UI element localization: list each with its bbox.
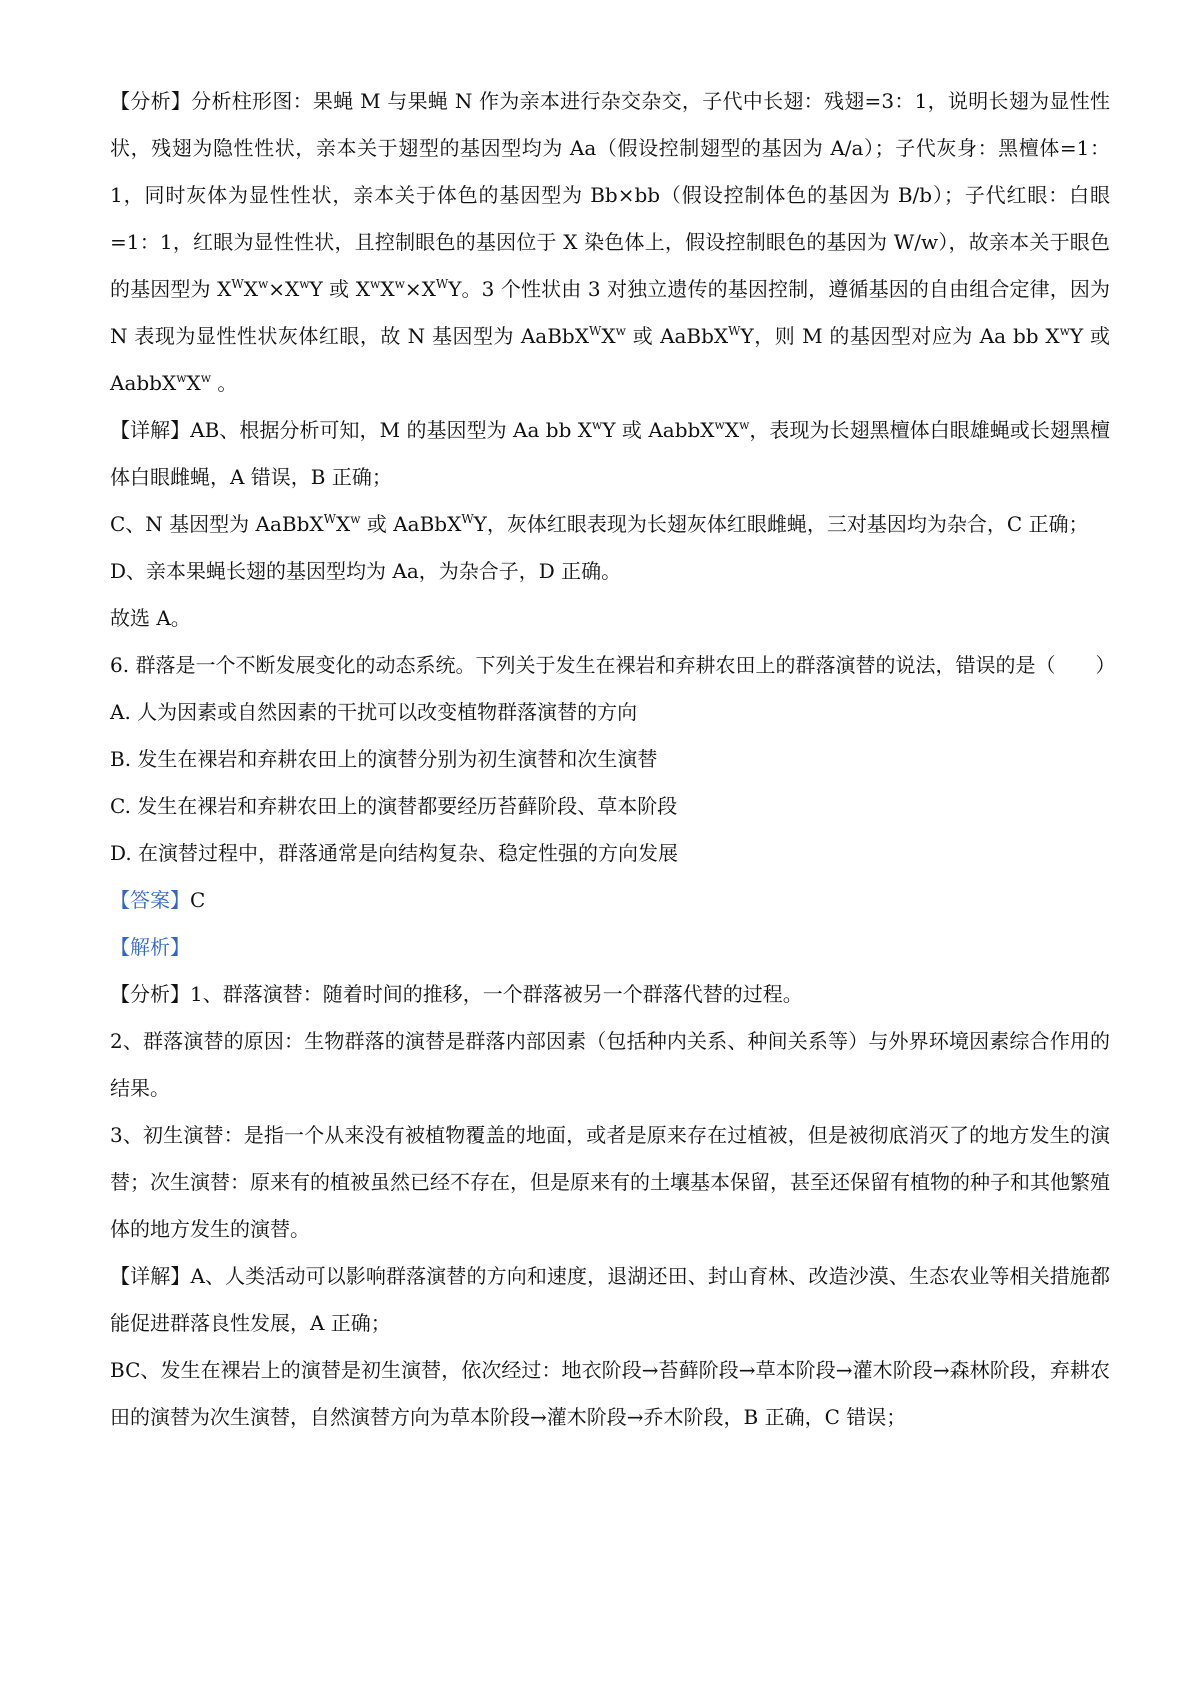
superscript-text: w xyxy=(394,277,405,291)
text-segment: ，表现为长翅黑檀体白眼雄蝇或长翅黑檀体白眼雌蝇，A 错误，B 正确； xyxy=(110,418,1110,489)
superscript-text: w xyxy=(592,418,603,432)
text-segment: 【分析】分析柱形图：果蝇 M 与果蝇 N 作为亲本进行杂交杂交，子代中长翅：残翅=3：1，说明长翅为显性性状，残翅为隐性性状，亲本关于翅型的基因型均为 Aa（假设控制翅型的基因为 A/a）；子代灰身：黑檀体=1：1，同时灰体为显性性状，亲本关于体色的基因型为 Bb×bb（假设控制体色的基因为 B/b）；子代红眼：白眼=1：1，红眼为显性性状，且控制眼色的基因位于 X 染色体上，假设控制眼色的基因为 W/w），故亲本关于眼色的基因型为 X xyxy=(110,89,1110,301)
text-segment: X xyxy=(243,277,258,301)
text-segment: BC、发生在裸岩上的演替是初生演替，依次经过：地衣阶段→苔藓阶段→草本阶段→灌木阶段→森林阶段，弃耕农田的演替为次生演替，自然演替方向为草本阶段→灌木阶段→乔木阶段，B 正确，C 错误； xyxy=(110,1358,1110,1429)
superscript-text: W xyxy=(323,512,336,526)
text-segment: C xyxy=(190,888,206,912)
paragraph-p5 xyxy=(110,595,1110,642)
text-segment: ×X xyxy=(268,277,300,301)
paragraph-p12 xyxy=(110,924,1110,971)
section-label: 【答案】 xyxy=(110,888,190,912)
superscript-text: w xyxy=(714,418,725,432)
text-segment: C. 发生在裸岩和弃耕农田上的演替都要经历苔藓阶段、草本阶段 xyxy=(110,794,678,818)
text-segment: D. 在演替过程中，群落通常是向结构复杂、稳定性强的方向发展 xyxy=(110,841,679,865)
paragraph-p9 xyxy=(110,783,1110,830)
superscript-text: w xyxy=(370,277,381,291)
text-segment: 故选 A。 xyxy=(110,606,191,630)
superscript-text: w xyxy=(257,277,269,291)
text-segment: A. 人为因素或自然因素的干扰可以改变植物群落演替的方向 xyxy=(110,700,638,724)
superscript-text: w xyxy=(176,371,187,385)
text-segment: X xyxy=(380,277,395,301)
text-segment: X xyxy=(186,371,201,395)
superscript-text: w xyxy=(1059,324,1070,338)
text-segment: X xyxy=(335,512,351,536)
paragraph-p14 xyxy=(110,1018,1110,1112)
superscript-text: W xyxy=(461,512,474,526)
text-segment: D、亲本果蝇长翅的基因型均为 Aa，为杂合子，D 正确。 xyxy=(110,559,622,583)
superscript-text: W xyxy=(435,277,449,291)
paragraph-p13 xyxy=(110,971,1110,1018)
text-segment: B. 发生在裸岩和弃耕农田上的演替分别为初生演替和次生演替 xyxy=(110,747,658,771)
text-segment: C、N 基因型为 AaBbX xyxy=(110,512,324,536)
text-segment: 或 AaBbX xyxy=(625,324,729,348)
text-segment: X xyxy=(724,418,740,442)
paragraph-p11 xyxy=(110,877,1110,924)
paragraph-p2 xyxy=(110,407,1110,501)
text-segment: Y 或 AabbX xyxy=(602,418,715,442)
paragraph-p16 xyxy=(110,1253,1110,1347)
superscript-text: w xyxy=(739,418,750,432)
text-segment: X xyxy=(601,324,616,348)
text-segment: 3、初生演替：是指一个从来没有被植物覆盖的地面，或者是原来存在过植被，但是被彻底消灭了的地方发生的演替；次生演替：原来有的植被虽然已经不存在，但是原来有的土壤基本保留，甚至还保留有植物的种子和其他繁殖体的地方发生的演替。 xyxy=(110,1123,1110,1241)
superscript-text: w xyxy=(350,512,361,526)
paragraph-p10 xyxy=(110,830,1110,877)
text-segment: ×X xyxy=(404,277,436,301)
text-segment: 【详解】AB、根据分析可知，M 的基因型为 Aa bb X xyxy=(110,418,593,442)
text-segment: Y，灰体红眼表现为长翅灰体红眼雌蝇，三对基因均为杂合，C 正确； xyxy=(473,512,1089,536)
paragraph-p4 xyxy=(110,548,1110,595)
text-segment: 6. 群落是一个不断发展变化的动态系统。下列关于发生在裸岩和弃耕农田上的群落演替的说法，错误的是（ ） xyxy=(110,653,1116,677)
superscript-text: w xyxy=(299,277,310,291)
superscript-text: W xyxy=(588,324,602,338)
text-segment: Y，则 M 的基因型对应为 Aa bb X xyxy=(740,324,1060,348)
paragraph-p15 xyxy=(110,1112,1110,1253)
paragraph-p17 xyxy=(110,1347,1110,1441)
paragraph-p3 xyxy=(110,501,1110,548)
section-label: 【解析】 xyxy=(110,935,190,959)
document-page xyxy=(110,78,1116,1441)
text-segment: 2、群落演替的原因：生物群落的演替是群落内部因素（包括种内关系、种间关系等）与外界环境因素综合作用的结果。 xyxy=(110,1029,1110,1100)
superscript-text: w xyxy=(200,371,212,385)
text-segment: 【分析】1、群落演替：随着时间的推移，一个群落被另一个群落代替的过程。 xyxy=(110,982,803,1006)
text-segment: Y 或 X xyxy=(309,277,371,301)
superscript-text: W xyxy=(728,324,741,338)
paragraph-p8 xyxy=(110,736,1110,783)
superscript-text: w xyxy=(615,324,626,338)
superscript-text: W xyxy=(231,277,244,291)
text-segment: 【详解】A、人类活动可以影响群落演替的方向和速度，退湖还田、封山育林、改造沙漠、生态农业等相关措施都能促进群落良性发展，A 正确； xyxy=(110,1264,1110,1335)
text-segment: 或 AaBbX xyxy=(360,512,462,536)
paragraph-p1 xyxy=(110,78,1110,407)
text-segment: 。 xyxy=(211,371,238,395)
paragraph-p7 xyxy=(110,689,1110,736)
paragraph-p6 xyxy=(110,642,1116,689)
text-segment: Y 或 AabbX xyxy=(110,324,1110,395)
text-segment: Y。3 个性状由 3 对独立遗传的基因控制，遵循基因的自由组合定律，因为 N 表现为显性性状灰体红眼，故 N 基因型为 AaBbX xyxy=(110,277,1110,348)
